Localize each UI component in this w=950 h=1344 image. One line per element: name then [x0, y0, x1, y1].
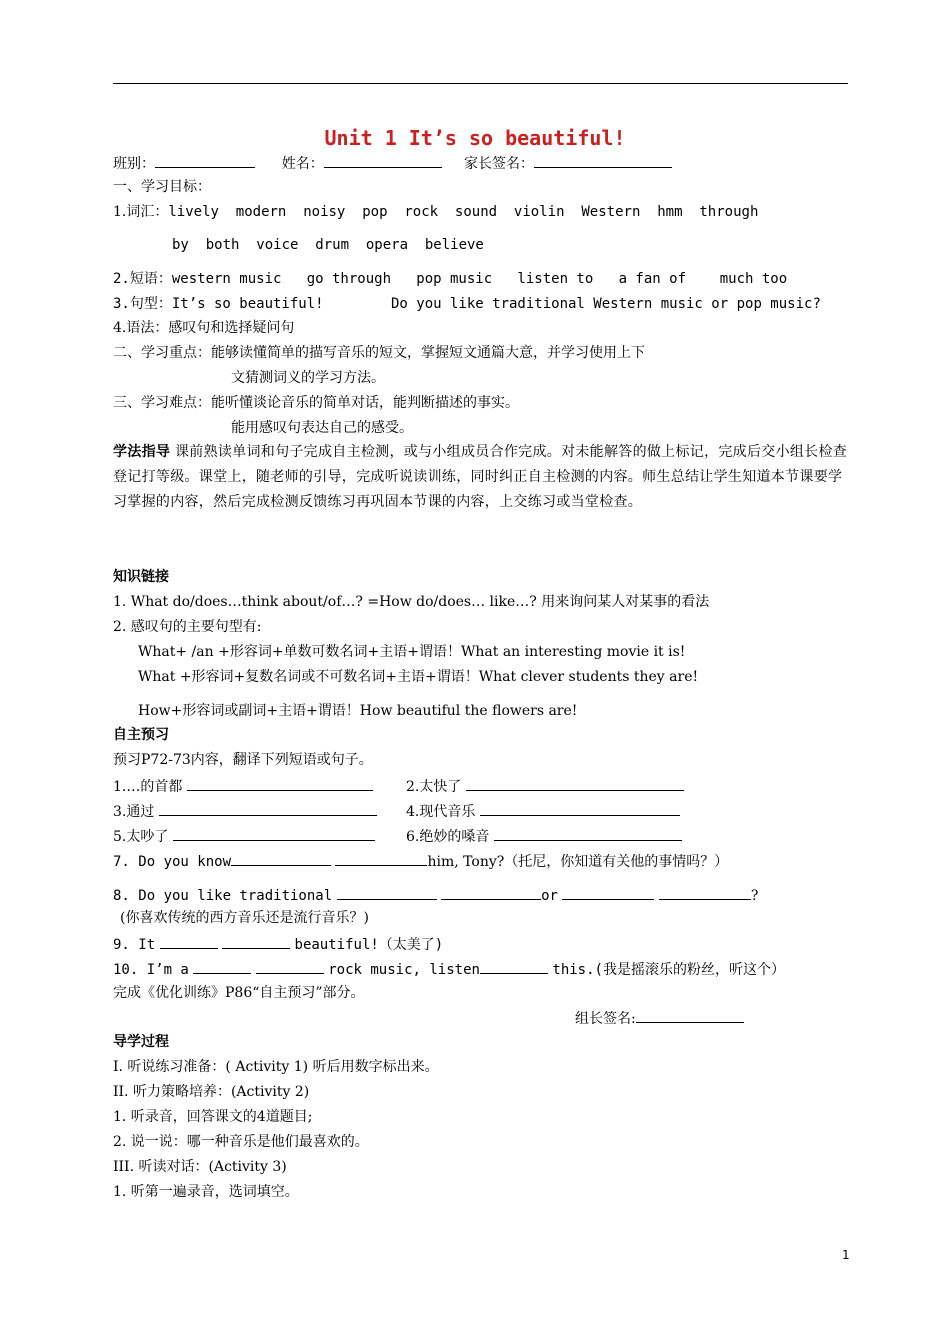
- preview-q3: [113, 801, 377, 821]
- student-info-row: [113, 153, 672, 173]
- q4-blank[interactable]: [480, 801, 680, 816]
- q6-blank[interactable]: [494, 826, 682, 841]
- q10-blank-3[interactable]: [480, 959, 548, 974]
- q9-text-a: 9. It: [113, 937, 156, 953]
- q8-qmark: ?: [750, 888, 759, 904]
- process-i: I. 听说练习准备：( Activity 1) 听后用数字标出来。: [113, 1059, 439, 1075]
- q7-blank-2[interactable]: [335, 851, 427, 866]
- preview-q8: [113, 885, 758, 905]
- q8-text-a: 8. Do you like traditional: [113, 888, 333, 904]
- q9-blank-1[interactable]: [160, 934, 218, 949]
- leader-sign-label: 组长签名:: [575, 1011, 636, 1027]
- parent-sign-label: 家长签名：: [463, 156, 534, 172]
- q2-text: 2.太快了: [406, 779, 462, 795]
- q8-blank-4[interactable]: [659, 885, 751, 900]
- knowledge-item-2: 2. 感叹句的主要句型有:: [113, 619, 262, 635]
- process-iii-1: 1. 听第一遍录音，选词填空。: [113, 1184, 299, 1200]
- process-ii-1: 1. 听录音，回答课文的4道题目;: [113, 1109, 313, 1125]
- q7-text-a: 7. Do you know: [113, 854, 232, 870]
- vocab-line-1: [113, 203, 758, 221]
- preview-q5: [113, 826, 375, 846]
- process-iii: III. 听读对话：(Activity 3): [113, 1159, 287, 1175]
- pattern-2: What +形容词+复数名词或不可数名词+主语+谓语！What clever students they are!: [138, 669, 699, 685]
- q8-blank-1[interactable]: [337, 885, 437, 900]
- knowledge-item-1: 1. What do/does…think about/of…? =How do/does… like…? 用来询问某人对某事的看法: [113, 594, 710, 610]
- q8-or: or: [541, 888, 558, 904]
- leader-sign-field[interactable]: [636, 1008, 744, 1023]
- process-ii-2: 2. 说一说：哪一种音乐是他们最喜欢的。: [113, 1134, 369, 1150]
- page-title: Unit 1 It’s so beautiful!: [324, 126, 626, 150]
- q8-blank-3[interactable]: [562, 885, 654, 900]
- difficulty-line-2: 能用感叹句表达自己的感受。: [231, 420, 413, 436]
- preview-q2: [406, 776, 684, 796]
- q10-text-c: this.(我是摇滚乐的粉丝，听这个）: [552, 962, 785, 978]
- grammar-line: 4.语法：感叹句和选择疑问句: [113, 320, 295, 336]
- vocab-words-2: by both voice drum opera believe: [172, 237, 484, 253]
- name-field[interactable]: [324, 153, 442, 168]
- phrases-line: 2.短语：western music go through pop music listen to a fan of much too: [113, 271, 788, 287]
- q4-text: 4.现代音乐: [406, 804, 476, 820]
- preview-q4: [406, 801, 680, 821]
- q1-blank[interactable]: [187, 776, 373, 791]
- q10-blank-1[interactable]: [193, 959, 251, 974]
- goals-heading: 一、学习目标：: [113, 179, 211, 195]
- q10-text-a: 10. I’m a: [113, 962, 189, 978]
- pattern-3: How+形容词或副词+主语+谓语！How beautiful the flowers are!: [138, 703, 578, 719]
- q7-text-b: him, Tony?（托尼，你知道有关他的事情吗？）: [427, 854, 729, 870]
- sentence-line: 3.句型：It’s so beautiful! Do you like traditional Western music or pop music?: [113, 296, 821, 312]
- focus-line-2: 文猜测词义的学习方法。: [231, 370, 385, 386]
- q1-text: 1.…的首都: [113, 779, 183, 795]
- q10-text-b: rock music, listen: [328, 962, 480, 978]
- leader-sign-row: [575, 1008, 744, 1028]
- difficulty-line-1: 三、学习难点：能听懂谈论音乐的简单对话，能判断描述的事实。: [113, 395, 519, 411]
- method-text: 课前熟读单词和句子完成自主检测，或与小组成员合作完成。对未能解答的做上标记，完成后交小组长检查登记打等级。课堂上，随老师的引导，完成听说读训练，同时纠正自主检测的内容。师生总结让学生知道本节课要学习掌握的内容，然后完成检测反馈练习再巩固本节课的内容，上交练习或当堂检查。: [113, 444, 848, 510]
- q3-text: 3.通过: [113, 804, 155, 820]
- process-ii: II. 听力策略培养：(Activity 2): [113, 1084, 310, 1100]
- q10-blank-2[interactable]: [256, 959, 324, 974]
- q3-blank[interactable]: [159, 801, 377, 816]
- q8-blank-2[interactable]: [441, 885, 541, 900]
- q5-blank[interactable]: [173, 826, 375, 841]
- name-label: 姓名：: [281, 156, 324, 172]
- parent-sign-field[interactable]: [534, 153, 672, 168]
- class-field[interactable]: [155, 153, 255, 168]
- header-rule: [113, 83, 848, 84]
- preview-q9: [113, 934, 443, 954]
- vocab-words-1: lively modern noisy pop rock sound violin Western hmm through: [168, 204, 759, 220]
- process-heading: 导学过程: [113, 1034, 169, 1050]
- preview-q6: [406, 826, 682, 846]
- q9-text-b: beautiful!（太美了): [294, 937, 444, 953]
- knowledge-heading: 知识链接: [113, 569, 169, 585]
- preview-q1: [113, 776, 373, 796]
- class-label: 班别：: [113, 156, 155, 172]
- q2-blank[interactable]: [466, 776, 684, 791]
- vocab-label: 1.词汇：: [113, 204, 169, 220]
- q7-blank-1[interactable]: [231, 851, 331, 866]
- preview-complete: 完成《优化训练》P86“自主预习”部分。: [113, 985, 365, 1001]
- preview-q10: [113, 959, 785, 979]
- preview-intro: 预习P72-73内容，翻译下列短语或句子。: [113, 752, 373, 768]
- q5-text: 5.太吵了: [113, 829, 169, 845]
- focus-line-1: 二、学习重点：能够读懂简单的描写音乐的短文，掌握短文通篇大意，并学习使用上下: [113, 345, 645, 361]
- q9-blank-2[interactable]: [222, 934, 290, 949]
- preview-heading: 自主预习: [113, 727, 169, 743]
- method-label: 学法指导: [113, 444, 171, 460]
- method-paragraph: [113, 440, 851, 515]
- preview-q7: [113, 851, 728, 871]
- q6-text: 6.绝妙的嗓音: [406, 829, 490, 845]
- preview-q8-cn: (你喜欢传统的西方音乐还是流行音乐？): [120, 910, 369, 926]
- page-number: 1: [842, 1248, 850, 1262]
- pattern-1: What+ /an +形容词+单数可数名词+主语+谓语！What an interesting movie it is!: [138, 644, 686, 660]
